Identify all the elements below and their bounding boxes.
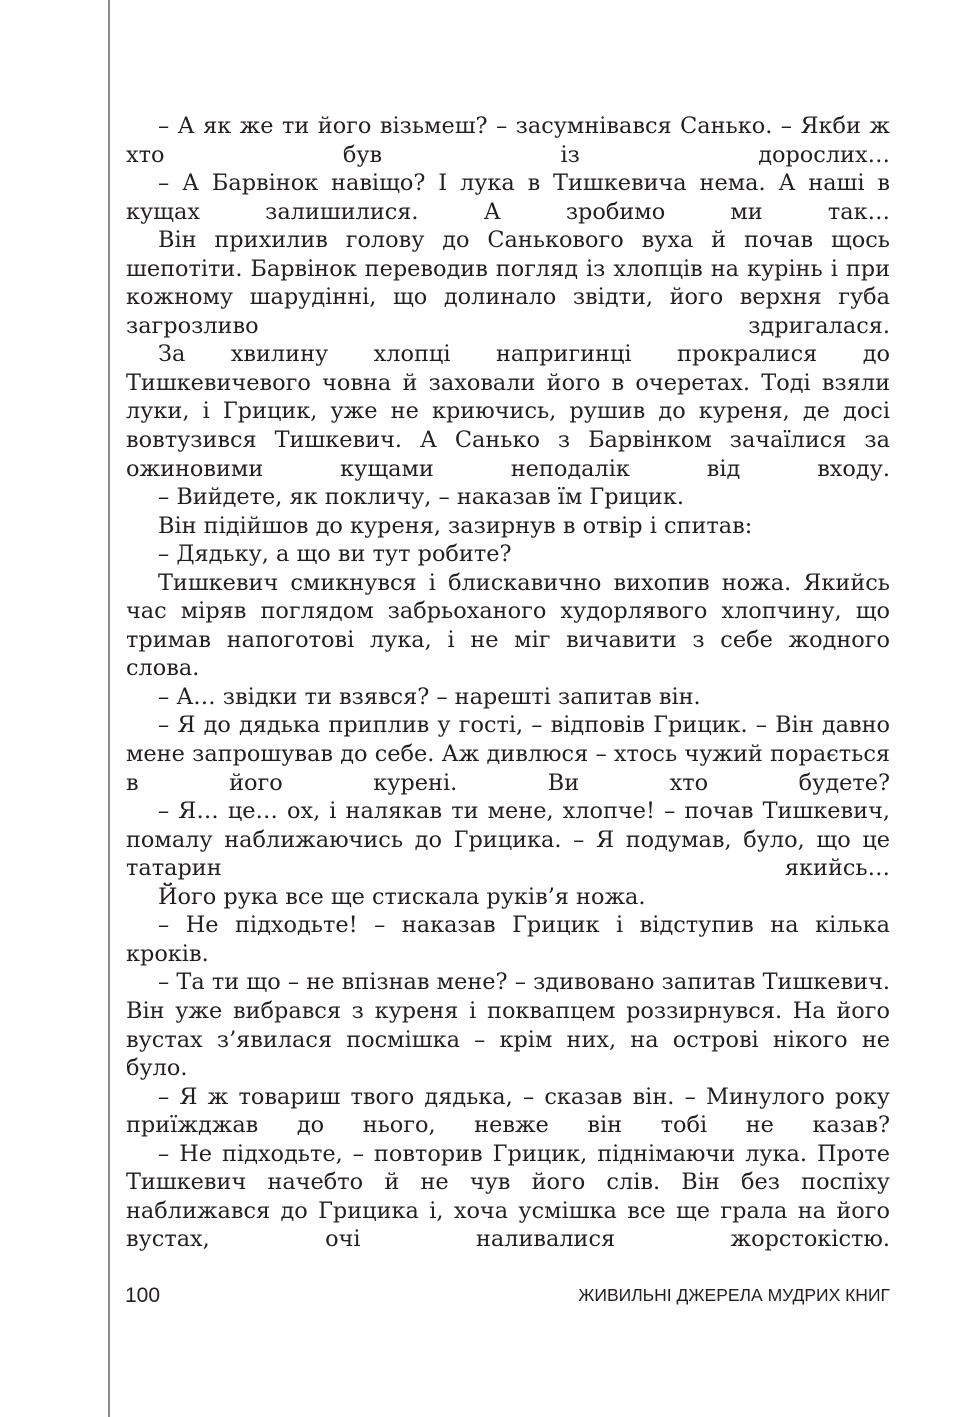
paragraph-16: – Не підходьте, – повторив Грицик, піднімаючи лука. Проте Тишкевич начебто й не чув його слів. Він без поспіху наближався до Грицика і, хоча усмішка все ще грала на його вустах, очі наливалися жорстокістю. — [126, 1140, 890, 1253]
paragraph-5: – Вийдете, як покличу, – наказав їм Грицик. — [158, 484, 684, 511]
paragraph-15: – Я ж товариш твого дядька, – сказав він. – Минулого року приїжджав до нього, невже він тобі не казав? — [126, 1083, 890, 1139]
paragraph-1: – А як же ти його візьмеш? – засумнівався Санько. – Якби ж хто був із дорослих… — [126, 113, 890, 168]
paragraph-14: – Та ти що – не впізнав мене? – здивовано запитав Тишкевич. Він уже вибрався з куреня і поквапцем роззирнувся. На його вустах з’явилася посмішка – крім них, на острові нікого не було. — [126, 969, 890, 1082]
paragraph-12: Його рука все ще стискала руків’я ножа. — [158, 883, 646, 910]
paragraph-13: – Не підходьте! – наказав Грицик і відступив на кілька кроків. — [126, 912, 890, 967]
paragraph-11: – Я… це… ох, і налякав ти мене, хлопче! – почав Тишкевич, помалу наближаючись до Грицика. – Я подумав, було, що це татарин якийсь… — [126, 798, 890, 882]
running-footer-title: ЖИВИЛЬНІ ДЖЕРЕЛА МУДРИХ КНИГ — [578, 1285, 890, 1305]
paragraph-3: Він прихилив голову до Санькового вуха й почав щось шепотіти. Барвінок переводив погляд із хлопців на курінь і при кожному шарудінні, що долинало звідти, його верхня губа загрозливо здригалася. — [126, 227, 890, 339]
paragraph-8: Тишкевич смикнувся і блискавично вихопив ножа. Якийсь час міряв поглядом забрьоханого худорлявого хлопчину, що тримав напоготові лука, і не міг вичавити з себе жодного слова. — [126, 569, 890, 682]
paragraph-4: За хвилину хлопці напригинці прокралися до Тишкевичевого човна й заховали його в очеретах. Тоді взяли луки, і Грицик, уже не криючись, рушив до куреня, де досі вовтузився Тишкевич. А Санько з Барвінком зачаїлися за ожиновими кущами неподалік від входу. — [126, 341, 890, 482]
page-margin-rule — [108, 0, 110, 1417]
story-text — [126, 112, 890, 1254]
paragraph-6: Він підійшов до куреня, зазирнув в отвір і спитав: — [158, 512, 753, 539]
paragraph-2: – А Барвінок навіщо? І лука в Тишкевича нема. А наші в кущах залишилися. А зробимо ми так… — [126, 170, 890, 225]
paragraph-7: – Дядьку, а що ви тут робите? — [158, 541, 512, 568]
page-number: 100 — [125, 1284, 161, 1307]
paragraph-9: – А… звідки ти взявся? – нарешті запитав він. — [158, 683, 701, 710]
paragraph-10: – Я до дядька приплив у гості, – відповів Грицик. – Він давно мене запрошував до себе. Аж дивлюся – хтось чужий порається в його курені. Ви хто будете? — [126, 712, 890, 796]
